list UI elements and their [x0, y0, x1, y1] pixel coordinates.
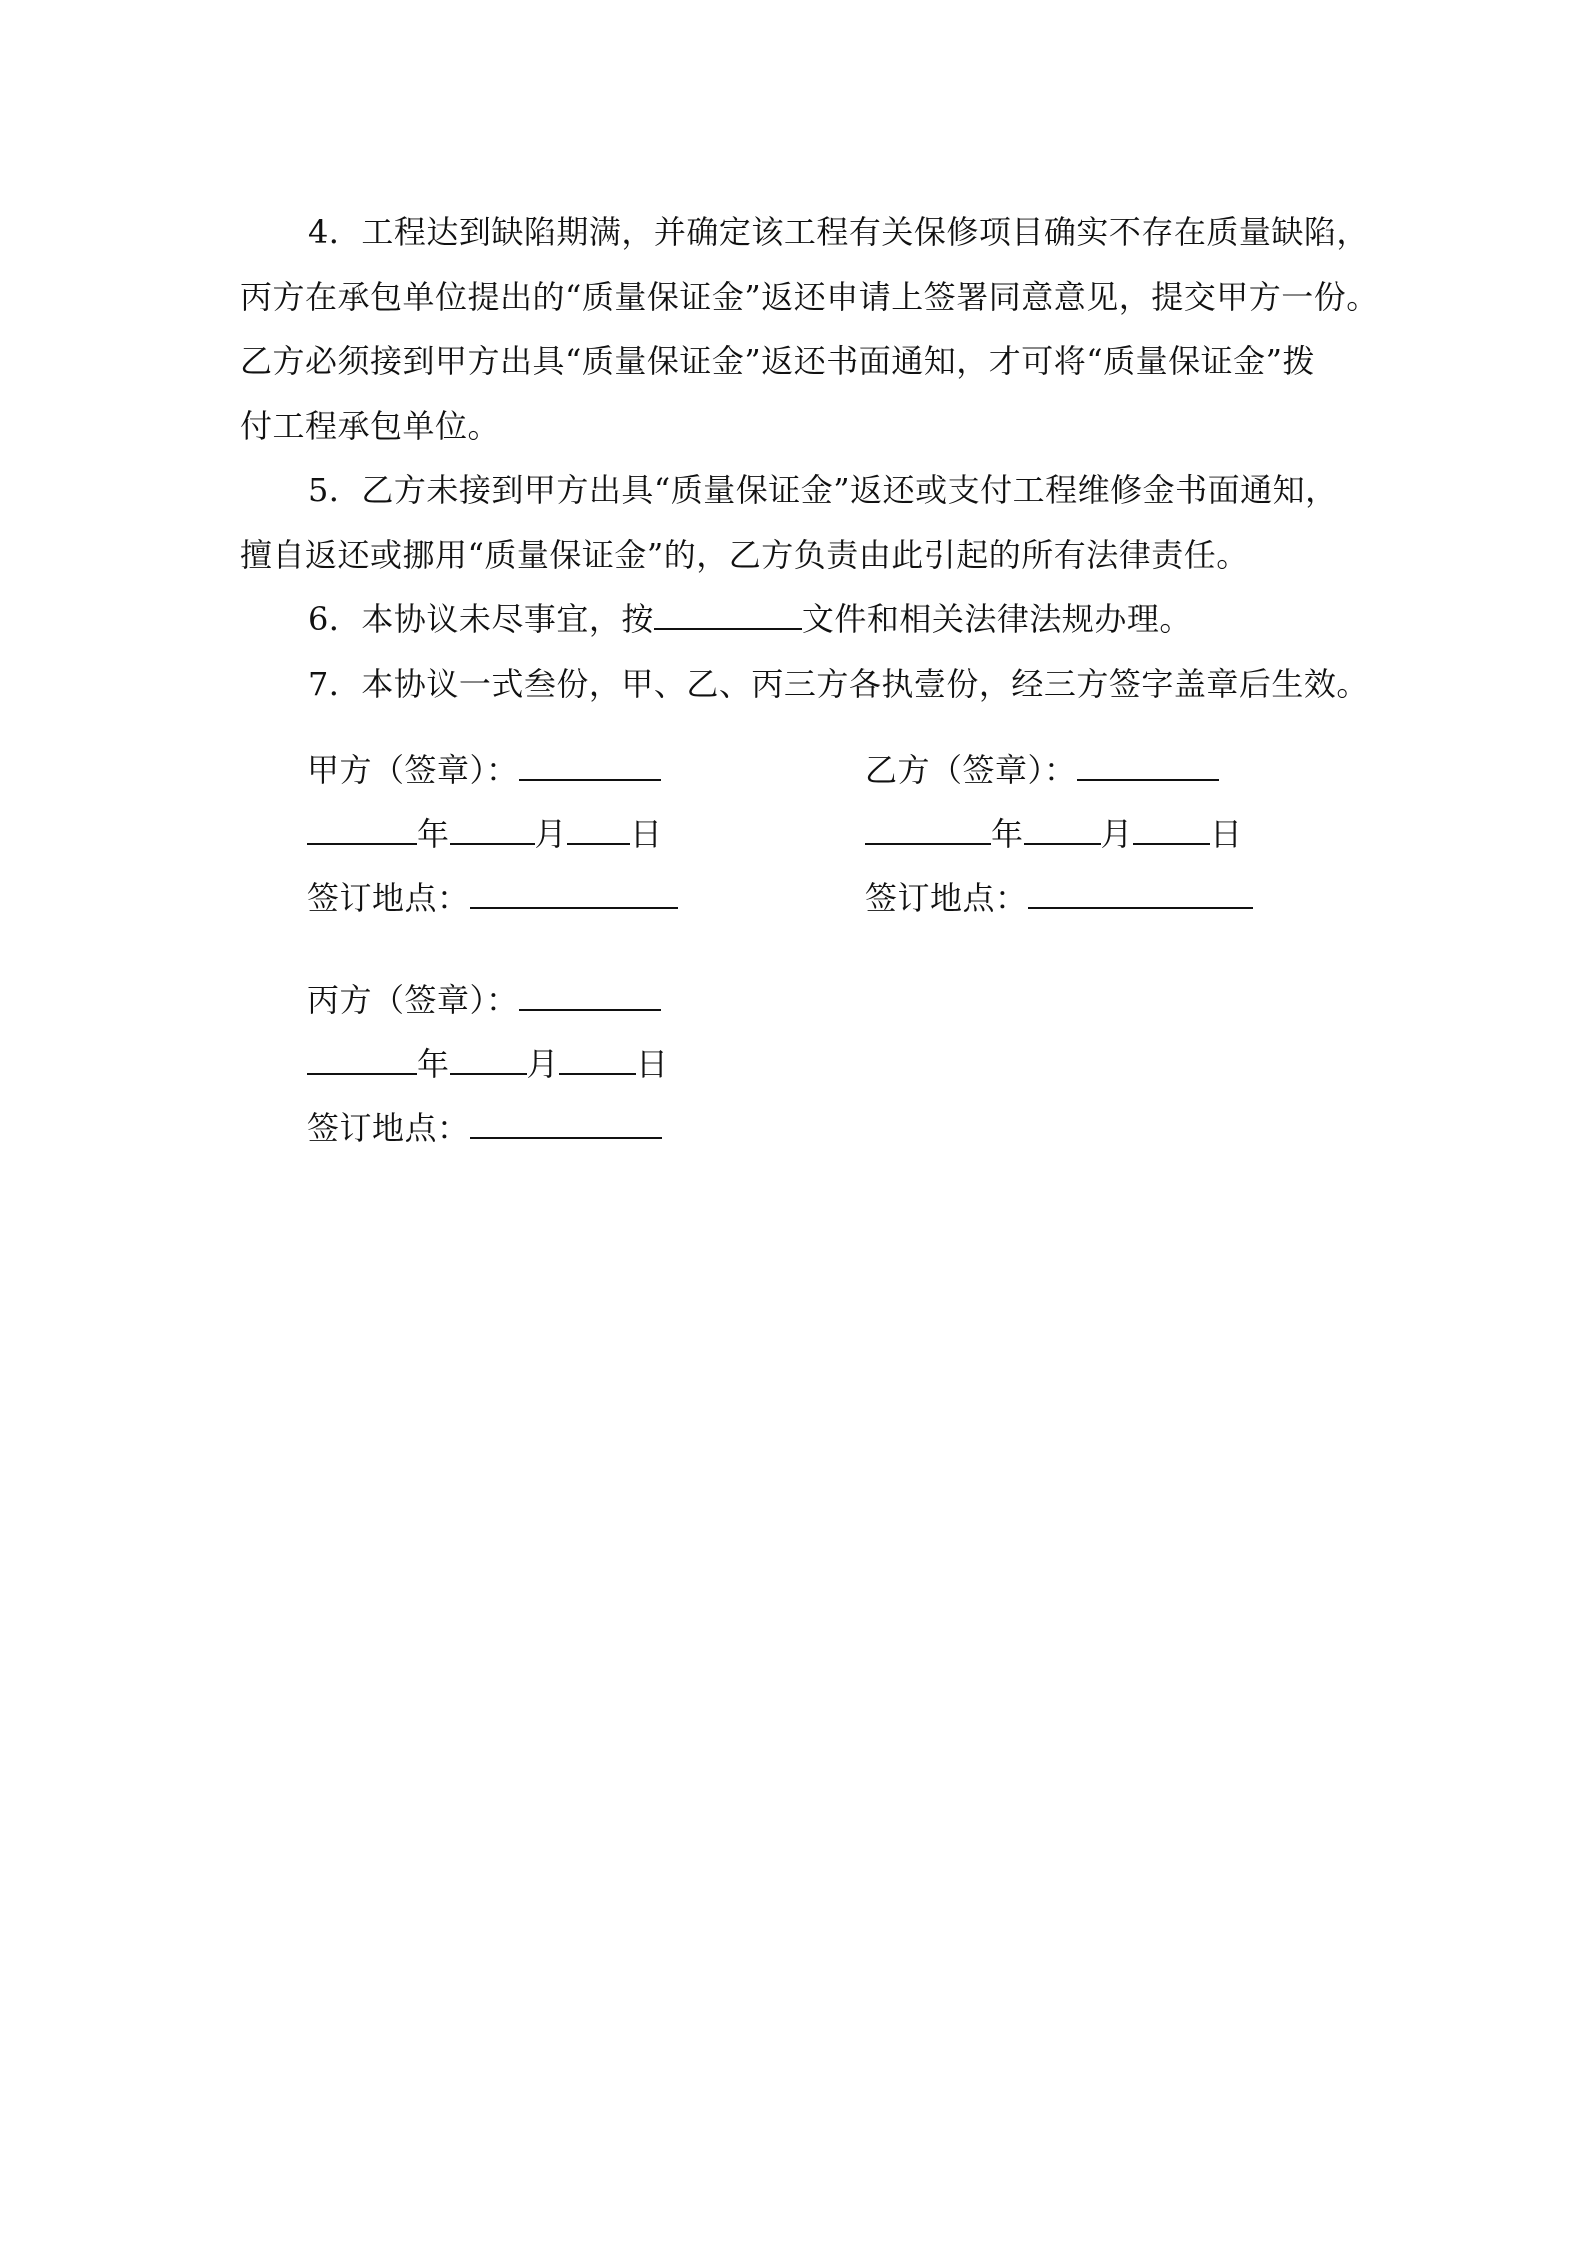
party-b-seal-row	[865, 738, 1253, 802]
clause-6	[240, 587, 1360, 652]
clause-7-line-1: 7．本协议一式叁份，甲、乙、丙三方各执壹份，经三方签字盖章后生效。	[308, 664, 1369, 703]
party-c-place-row	[307, 1096, 669, 1160]
party-c-day-label: 日	[636, 1045, 669, 1083]
clause-4-line-3: 乙方必须接到甲方出具“质量保证金”返还书面通知，才可将“质量保证金”拨	[240, 342, 1315, 380]
party-b-month-blank[interactable]	[1024, 813, 1101, 845]
party-b-seal-label: 乙方（签章）：	[865, 751, 1077, 789]
party-a-day-blank[interactable]	[567, 813, 630, 845]
party-a-place-blank[interactable]	[470, 877, 678, 909]
party-b-day-label: 日	[1210, 815, 1243, 853]
party-a-year-label: 年	[417, 815, 450, 853]
party-a-signature-block	[307, 738, 678, 930]
clause-6-line-1	[240, 587, 1360, 652]
clause-5	[240, 458, 1360, 587]
clause-6-text-before: 6．本协议未尽事宜，按	[308, 600, 654, 638]
party-b-seal-blank[interactable]	[1077, 749, 1219, 781]
party-c-year-blank[interactable]	[307, 1043, 417, 1075]
party-b-place-row	[865, 866, 1253, 930]
clause-5-line-2: 擅自返还或挪用“质量保证金”的，乙方负责由此引起的所有法律责任。	[240, 535, 1249, 574]
party-b-signature-block	[865, 738, 1253, 930]
party-b-place-label: 签订地点：	[865, 879, 1028, 917]
clauses	[240, 200, 1379, 716]
party-c-seal-blank[interactable]	[519, 979, 661, 1011]
clause-4-line-2: 丙方在承包单位提出的“质量保证金”返还申请上签署同意意见，提交甲方一份。	[240, 277, 1379, 316]
party-a-day-label: 日	[630, 815, 663, 853]
party-a-place-row	[307, 866, 678, 930]
party-c-month-blank[interactable]	[450, 1043, 527, 1075]
clause-6-text-after: 文件和相关法律法规办理。	[801, 600, 1192, 638]
party-b-date-row	[865, 802, 1253, 866]
party-b-year-blank[interactable]	[865, 813, 991, 845]
party-a-month-label: 月	[534, 815, 568, 853]
document-name-blank[interactable]	[654, 598, 802, 630]
party-a-place-label: 签订地点：	[307, 879, 470, 917]
clause-4-line-4: 付工程承包单位。	[240, 406, 501, 445]
party-a-seal-blank[interactable]	[519, 749, 661, 781]
clause-4-line-1: 4．工程达到缺陷期满，并确定该工程有关保修项目确实不存在质量缺陷，	[308, 213, 1369, 251]
clause-4	[240, 200, 1379, 458]
party-b-year-label: 年	[991, 815, 1024, 853]
party-c-seal-row	[307, 968, 669, 1032]
party-b-day-blank[interactable]	[1133, 813, 1210, 845]
party-a-seal-label: 甲方（签章）：	[307, 751, 519, 789]
party-c-seal-label: 丙方（签章）：	[307, 981, 519, 1019]
party-b-place-blank[interactable]	[1028, 877, 1253, 909]
party-c-month-label: 月	[526, 1045, 560, 1083]
party-c-signature-block	[307, 968, 669, 1160]
clause-5-line-1: 5．乙方未接到甲方出具“质量保证金”返还或支付工程维修金书面通知，	[308, 471, 1338, 509]
party-c-place-blank[interactable]	[470, 1107, 662, 1139]
party-a-year-blank[interactable]	[307, 813, 417, 845]
party-c-year-label: 年	[417, 1045, 450, 1083]
party-c-day-blank[interactable]	[559, 1043, 636, 1075]
party-a-seal-row	[307, 738, 678, 802]
party-c-date-row	[307, 1032, 669, 1096]
party-a-month-blank[interactable]	[450, 813, 535, 845]
party-c-place-label: 签订地点：	[307, 1109, 470, 1147]
party-b-month-label: 月	[1100, 815, 1134, 853]
clause-7	[240, 652, 1369, 717]
party-a-date-row	[307, 802, 678, 866]
